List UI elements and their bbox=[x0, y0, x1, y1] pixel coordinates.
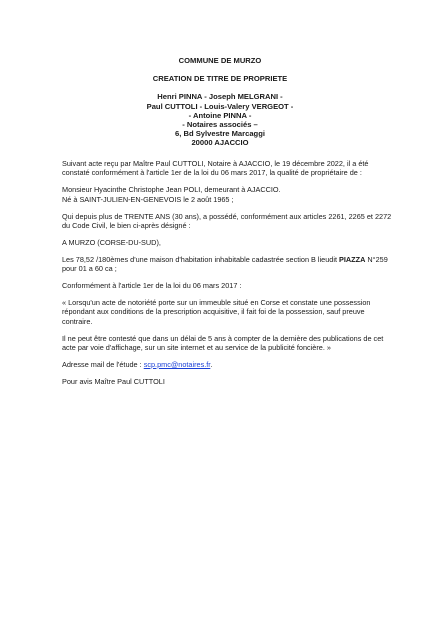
email-label: Adresse mail de l'étude : bbox=[62, 359, 144, 369]
text-line bbox=[62, 360, 378, 369]
text-line: Né à SAINT-JULIEN-EN-GENEVOIS le 2 août 1965 ; bbox=[62, 194, 234, 204]
text-line: Pour avis Maître Paul CUTTOLI bbox=[62, 376, 165, 386]
text-line: du Code Civil, le bien ci-après désigné : bbox=[62, 220, 191, 230]
parcel-number: N°259 bbox=[365, 254, 388, 264]
text-line: Monsieur Hyacinthe Christophe Jean POLI, demeurant à AJACCIO. bbox=[62, 185, 281, 195]
text-line: Il ne peut être contesté que dans un délai de 5 ans à compter de la dernière des publications de cet bbox=[62, 333, 384, 343]
paragraph-act bbox=[62, 159, 378, 178]
paragraph-contest bbox=[62, 333, 384, 353]
text-line: répondant aux conditions de la prescription acquisitive, il fait foi de la possession, sauf preuve bbox=[62, 307, 365, 317]
lieudit-name: PIAZZA bbox=[339, 254, 366, 264]
paragraph-email bbox=[62, 360, 378, 369]
property-text: Les 78,52 /180èmes d'une maison d'habitation inhabitable cadastrée section B lieudit bbox=[62, 254, 340, 264]
text-line: Conformément à l'article 1er de la loi du 06 mars 2017 : bbox=[62, 281, 242, 291]
text-line: constaté conformément à l'article 1er de la loi du 06 mars 2017, la qualité de propriétaire de : bbox=[62, 168, 362, 178]
email-link[interactable]: scp.pmc@notaires.fr bbox=[143, 359, 211, 369]
paragraph-possession bbox=[62, 211, 392, 231]
email-end: . bbox=[210, 359, 213, 369]
text-line: Qui depuis plus de TRENTE ANS (30 ans), a possédé, conformément aux articles 2261, 2265 et 2272 bbox=[62, 211, 392, 221]
text-line: A MURZO (CORSE-DU-SUD), bbox=[62, 237, 161, 247]
text-line: acte par voie d'affichage, sur un site internet et au service de la publicité foncière. » bbox=[62, 342, 331, 352]
paragraph-owner bbox=[62, 185, 378, 204]
paragraph-quote bbox=[62, 298, 378, 326]
text-line: pour 01 a 60 ca ; bbox=[62, 264, 117, 274]
notice-subject: CREATION DE TITRE DE PROPRIETE bbox=[152, 74, 288, 84]
notice-body bbox=[62, 159, 392, 394]
text-line: « Lorsqu'un acte de notoriété porte sur un immeuble situé en Corse et constate une possession bbox=[62, 298, 371, 308]
office-city: 20000 AJACCIO bbox=[191, 138, 249, 148]
paragraph-signature bbox=[62, 377, 378, 386]
paragraph-location bbox=[62, 238, 378, 247]
text-line: contraire. bbox=[62, 316, 93, 326]
paragraph-property bbox=[62, 254, 388, 274]
text-line: Suivant acte reçu par Maître Paul CUTTOLI, Notaire à AJACCIO, le 19 décembre 2022, il a été bbox=[62, 159, 369, 168]
notaries-line: - Antoine PINNA - bbox=[188, 110, 252, 120]
notaries-line: Henri PINNA - Joseph MELGRANI - bbox=[157, 92, 283, 102]
commune-title: COMMUNE DE MURZO bbox=[178, 56, 262, 65]
notice-header bbox=[0, 56, 440, 148]
paragraph-law bbox=[62, 281, 378, 290]
notaries-line: Paul CUTTOLI - Louis-Valery VERGEOT - bbox=[146, 101, 294, 111]
notaries-line: - Notaires associés – bbox=[182, 120, 258, 130]
text-line bbox=[62, 254, 388, 264]
office-address: 6, Bd Sylvestre Marcaggi bbox=[175, 129, 265, 139]
